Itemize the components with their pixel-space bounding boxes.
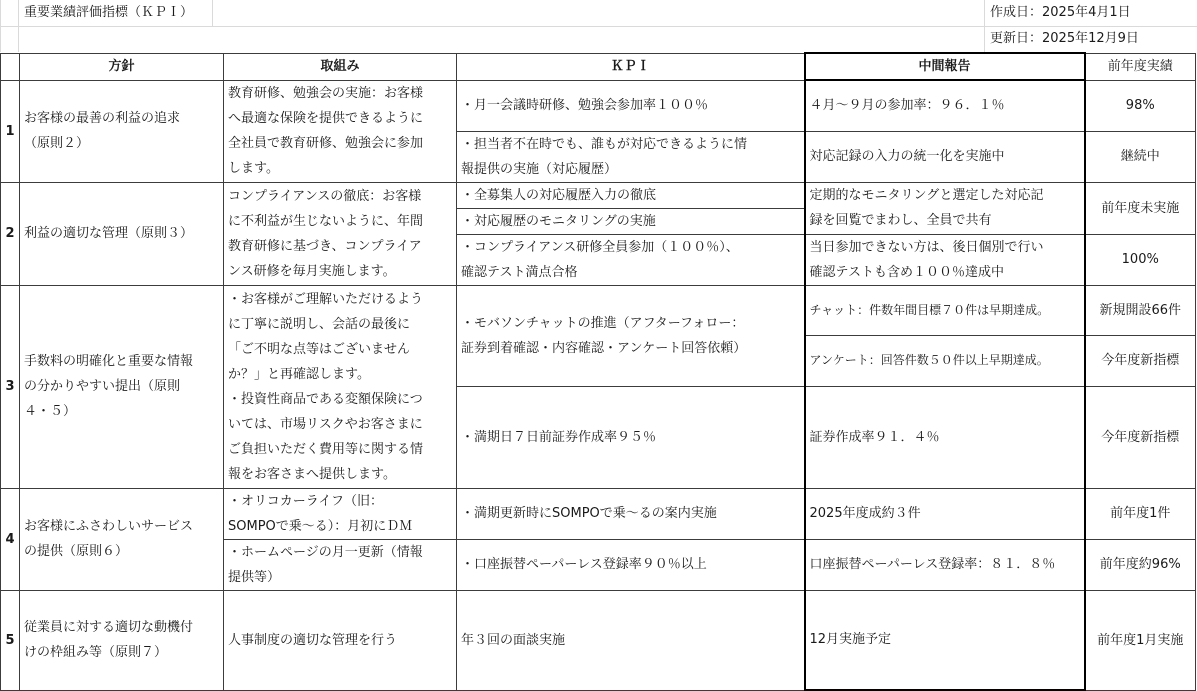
table-row <box>1 590 1196 690</box>
prev-cell: 前年度1月実施 <box>1085 590 1196 690</box>
gridline <box>18 0 19 52</box>
interim-cell: 口座振替ペーパーレス登録率：８１．８％ <box>805 539 1085 590</box>
interim-cell: 定期的なモニタリングと選定した対応記 録を回覧でまわし、全員で共有 <box>805 182 1085 234</box>
kpi-cell: ・月一会議時研修、勉強会参加率１００％ <box>457 80 805 131</box>
row-number: 3 <box>1 285 20 488</box>
header-prev: 前年度実績 <box>1085 53 1196 80</box>
interim-cell: 対応記録の入力の統一化を実施中 <box>805 131 1085 182</box>
prev-cell: 新規開設66件 <box>1085 285 1196 335</box>
action-cell: ・ホームページの月一更新（情報 提供等） <box>224 539 457 590</box>
action-cell: 人事制度の適切な管理を行う <box>224 590 457 690</box>
header-policy: 方針 <box>20 53 224 80</box>
header-action: 取組み <box>224 53 457 80</box>
kpi-cell: 年３回の面談実施 <box>457 590 805 690</box>
kpi-cell: ・担当者不在時でも、誰もが対応できるように情 報提供の実施（対応履歴） <box>457 131 805 182</box>
action-cell: コンプライアンスの徹底：お客様 に不利益が生じないように、年間 教育研修に基づき、コンプライア ンス研修を毎月実施します。 <box>224 182 457 285</box>
action-cell: ・オリコカーライフ（旧： SOMPOで乗～る）：月初にＤＭ <box>224 488 457 539</box>
interim-cell: 証券作成率９１．４％ <box>805 386 1085 488</box>
kpi-cell: ・満期日７日前証券作成率９５％ <box>457 386 805 488</box>
gridline <box>212 0 213 26</box>
action-cell: 教育研修、勉強会の実施：お客様 へ最適な保険を提供できるように 全社員で教育研修、勉強会に参加 します。 <box>224 80 457 182</box>
interim-cell: ４月～９月の参加率：９６．１％ <box>805 80 1085 131</box>
policy-cell: お客様の最善の利益の追求 （原則２） <box>20 80 224 182</box>
gridline <box>0 0 1 52</box>
action-cell: ・お客様がご理解いただけるよう に丁寧に説明し、会話の最後に 「ご不明な点等はございません か？」と再確認します。 ・投資性商品である変額保険につ いては、市場リスクやお客さまに ご負担いただく費用等に関する情 報をお客さまへ提供します。 <box>224 285 457 488</box>
updated-date: 更新日：2025年12月9日 <box>990 31 1139 46</box>
table-row <box>1 80 1196 131</box>
interim-cell: 2025年度成約３件 <box>805 488 1085 539</box>
prev-cell: 前年度1件 <box>1085 488 1196 539</box>
gridline <box>984 0 985 52</box>
policy-cell: 利益の適切な管理（原則３） <box>20 182 224 285</box>
row-number: 5 <box>1 590 20 690</box>
prev-cell: 100% <box>1085 234 1196 285</box>
policy-cell: お客様にふさわしいサービス の提供（原則６） <box>20 488 224 590</box>
table-row <box>1 182 1196 208</box>
table-row <box>1 488 1196 539</box>
kpi-cell: ・コンプライアンス研修全員参加（１００％）、 確認テスト満点合格 <box>457 234 805 285</box>
kpi-table <box>0 52 1196 691</box>
interim-cell: チャット：件数年間目標７０件は早期達成。 <box>805 285 1085 335</box>
row-number: 2 <box>1 182 20 285</box>
kpi-cell: ・モバソンチャットの推進（アフターフォロー： 証券到着確認・内容確認・アンケート回答依頼） <box>457 285 805 386</box>
row-number: 4 <box>1 488 20 590</box>
policy-cell: 従業員に対する適切な動機付 けの枠組み等（原則７） <box>20 590 224 690</box>
prev-cell: 今年度新指標 <box>1085 386 1196 488</box>
interim-cell: 12月実施予定 <box>805 590 1085 690</box>
kpi-cell: ・口座振替ペーパーレス登録率９０％以上 <box>457 539 805 590</box>
prev-cell: 前年度約96% <box>1085 539 1196 590</box>
row-number: 1 <box>1 80 20 182</box>
prev-cell: 前年度未実施 <box>1085 182 1196 234</box>
prev-cell: 98% <box>1085 80 1196 131</box>
policy-cell: 手数料の明確化と重要な情報 の分かりやすい提出（原則 ４・５） <box>20 285 224 488</box>
table-header-row <box>1 53 1196 80</box>
kpi-cell: ・満期更新時にSOMPOで乗～るの案内実施 <box>457 488 805 539</box>
gridline <box>0 26 1197 27</box>
prev-cell: 今年度新指標 <box>1085 335 1196 386</box>
prev-cell: 継続中 <box>1085 131 1196 182</box>
interim-cell: アンケート：回答件数５０件以上早期達成。 <box>805 335 1085 386</box>
table-row <box>1 285 1196 335</box>
created-date: 作成日：2025年4月1日 <box>990 5 1131 20</box>
header-interim: 中間報告 <box>805 53 1085 80</box>
row-number-header <box>1 53 20 80</box>
interim-cell: 当日参加できない方は、後日個別で行い 確認テストも含め１００％達成中 <box>805 234 1085 285</box>
document-title: 重要業績評価指標（ＫＰＩ） <box>24 5 194 20</box>
kpi-cell: ・対応履歴のモニタリングの実施 <box>457 208 805 234</box>
kpi-cell: ・全募集人の対応履歴入力の徹底 <box>457 182 805 208</box>
header-kpi: ＫＰＩ <box>457 53 805 80</box>
